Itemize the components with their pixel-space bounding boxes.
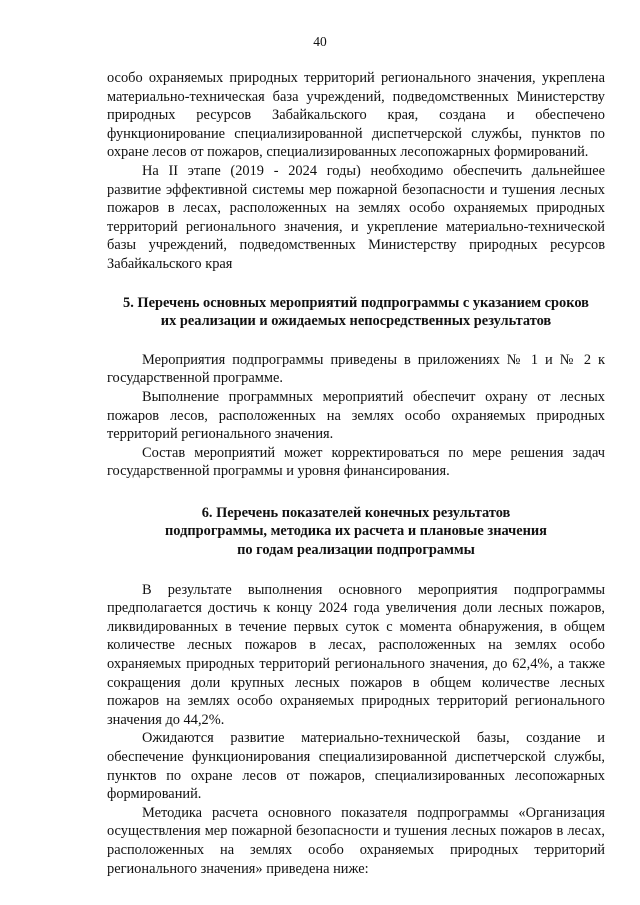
section-6-heading-line-3: по годам реализации подпрограммы bbox=[237, 542, 475, 559]
section-5-heading bbox=[107, 294, 605, 331]
intro-paragraph-stage-two: На II этапе (2019 - 2024 годы) необходимо обеспечить дальнейшее развитие эффективной системы мер пожарной безопасности и тушения лесных пожаров в лесах, расположенных на землях особо охраняемых природных территорий регионального значения, и укрепление материально-технической базы учреждений, подведомственных Министерству природных ресурсов Забайкальского края bbox=[107, 162, 605, 272]
section-5-heading-line-1: 5. Перечень основных мероприятий подпрограммы с указанием сроков bbox=[123, 294, 589, 311]
page-body bbox=[107, 69, 605, 878]
section-5-paragraph-3: Состав мероприятий может корректироваться по мере решения задач государственной программы и уровня финансирования. bbox=[107, 444, 605, 480]
section-6-paragraph-1: В результате выполнения основного мероприятия подпрограммы предполагается достичь к концу 2024 года увеличения доли лесных пожаров, ликвидированных в течение первых суток с момента обнаружения, в общем количестве лесных пожаров в лесах, расположенных на землях особо охраняемых природных территорий регионального значения, до 62,4%, а также сокращения доли крупных лесных пожаров в общем количестве лесных пожаров на землях особо охраняемых природных территорий регионального значения до 44,2%. bbox=[107, 581, 605, 728]
section-6-paragraph-2: Ожидаются развитие материально-технической базы, создание и обеспечение функционирования специализированной диспетчерской службы, пунктов по охране лесов от пожаров, специализированных лесопожарных формирований. bbox=[107, 730, 605, 803]
section-6-paragraph-3: Методика расчета основного показателя подпрограммы «Организация осуществления мер пожарной безопасности и тушения лесных пожаров в лесах, расположенных на землях особо охраняемых природных территорий регионального значения» приведена ниже: bbox=[107, 804, 605, 877]
page-number: 40 bbox=[313, 34, 327, 49]
intro-paragraph-continued: особо охраняемых природных территорий регионального значения, укреплена материально-техническая база учреждений, подведомственных Министерству природных ресурсов Забайкальского края, создана и обеспечено функционирование специализированной диспетчерской службы, пунктов по охране лесов от пожаров, специализированных лесопожарных формирований. bbox=[107, 70, 605, 161]
section-5-paragraph-2: Выполнение программных мероприятий обеспечит охрану от лесных пожаров лесов, расположенных на землях особо охраняемых природных территорий регионального значения. bbox=[107, 388, 605, 443]
section-6-heading-line-1: 6. Перечень показателей конечных результатов bbox=[201, 504, 511, 521]
section-5-heading-line-2: их реализации и ожидаемых непосредственных результатов bbox=[160, 313, 552, 330]
section-6-heading bbox=[107, 504, 605, 560]
section-6-heading-line-2: подпрограммы, методика их расчета и плановые значения bbox=[165, 523, 547, 540]
section-5-paragraph-1: Мероприятия подпрограммы приведены в приложениях № 1 и № 2 к государственной программе. bbox=[107, 351, 605, 387]
